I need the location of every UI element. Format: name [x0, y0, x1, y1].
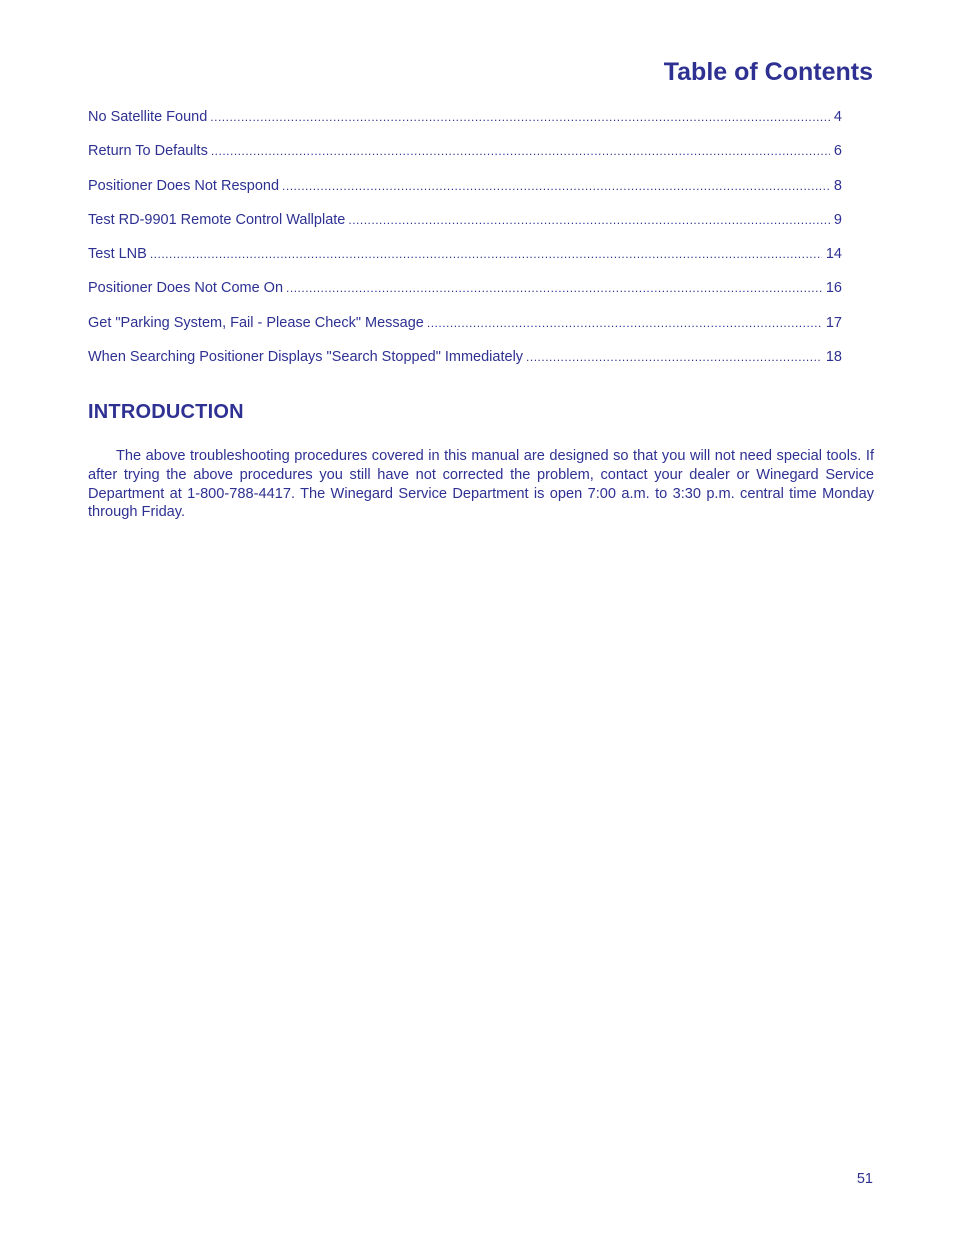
toc-entry-page: 8: [833, 177, 842, 194]
toc-dot-leader: [211, 142, 830, 160]
toc-entry-no-satellite-found[interactable]: [88, 108, 842, 142]
toc-entry-label: Test RD-9901 Remote Control Wallplate: [88, 211, 346, 228]
toc-entry-page: 17: [825, 314, 842, 331]
toc-entry-positioner-does-not-come-on[interactable]: [88, 279, 842, 313]
toc-entry-page: 14: [825, 246, 842, 263]
toc-entry-label: Positioner Does Not Come On: [88, 280, 284, 297]
toc-entry-search-stopped[interactable]: [88, 348, 842, 382]
toc-entry-test-remote-control-wallplate[interactable]: [88, 211, 842, 245]
page-number: 51: [856, 1171, 873, 1187]
toc-entry-return-to-defaults[interactable]: [88, 142, 842, 176]
toc-entry-label: Get "Parking System, Fail - Please Check" Message: [88, 314, 424, 331]
toc-dot-leader: [348, 211, 830, 229]
toc-dot-leader: [282, 177, 830, 195]
page-title: Table of Contents: [663, 58, 873, 86]
toc-entry-parking-system-fail[interactable]: [88, 314, 842, 348]
introduction-paragraph: The above troubleshooting procedures covered in this manual are designed so that you will not need special tools. If after trying the above procedures you still have not corrected the problem, contact your dealer or Winegard Service Department at 1-800-788-4417. The Winegard Service Department is open 7:00 a.m. to 3:30 p.m. central time Monday through Friday.: [88, 448, 874, 521]
toc-entry-test-lnb[interactable]: [88, 245, 842, 279]
toc-entry-label: Test LNB: [88, 246, 147, 263]
toc-entry-label: When Searching Positioner Displays "Search Stopped" Immediately: [88, 349, 524, 366]
toc-entry-page: 6: [833, 143, 842, 160]
toc-entry-label: No Satellite Found: [88, 109, 208, 125]
toc-entry-page: 9: [833, 211, 842, 228]
toc-dot-leader: [286, 279, 822, 297]
toc-dot-leader: [427, 314, 822, 332]
toc-dot-leader: [150, 245, 822, 263]
toc-entry-label: Positioner Does Not Respond: [88, 177, 280, 194]
toc-dot-leader: [526, 348, 822, 366]
introduction-heading: INTRODUCTION: [88, 401, 244, 423]
toc-entry-page: 18: [825, 349, 842, 366]
toc-entry-positioner-does-not-respond[interactable]: [88, 177, 842, 211]
toc-entry-page: 4: [833, 109, 842, 125]
toc-entry-page: 16: [825, 280, 842, 297]
toc-list: [88, 108, 842, 382]
toc-dot-leader: [210, 108, 830, 126]
toc-entry-label: Return To Defaults: [88, 143, 208, 160]
